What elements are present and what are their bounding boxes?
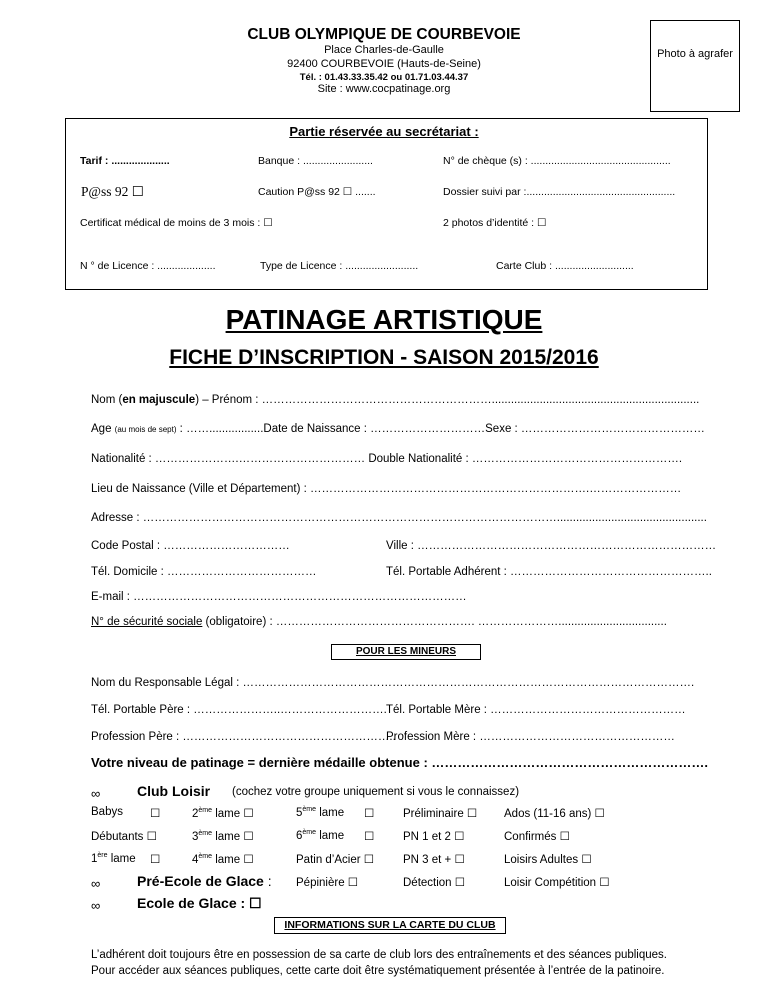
group-pn-1-2[interactable]: PN 1 et 2 ☐ <box>403 831 465 843</box>
club-loisir-heading: Club Loisir <box>137 783 211 799</box>
group-loisirs-adultes[interactable]: Loisirs Adultes ☐ <box>504 854 592 866</box>
group-4e-lame[interactable]: 4ème lame ☐ <box>192 853 254 866</box>
photo-label: Photo à agrafer <box>657 48 733 60</box>
group-patin-acier[interactable]: Patin d’Acier ☐ <box>296 854 375 866</box>
6e-lame-checkbox[interactable]: ☐ <box>364 831 375 843</box>
infos-line-2: Pour accéder aux séances publiques, cette carte doit être systématiquement présentée à l’entrée de la patinoire. <box>91 965 665 977</box>
photo-box <box>650 20 740 112</box>
bullet-icon: ∞ <box>91 876 101 891</box>
club-loisir-note: (cochez votre groupe uniquement si vous le connaissez) <box>232 786 520 798</box>
tel-mere-field[interactable]: Tél. Portable Mère : …………………………………………… <box>386 704 686 716</box>
secu-field[interactable]: N° de sécurité sociale (obligatoire) : ……………………………………………. ………………….................................. <box>91 616 667 628</box>
age-field[interactable]: Age (au mois de sept) : …….................Date de Naissance : …………………………Sexe : ………………………………………… <box>91 423 705 435</box>
group-confirmes[interactable]: Confirmés ☐ <box>504 831 570 843</box>
ville-field[interactable]: Ville : …………………………………………………………………… <box>386 540 717 552</box>
main-title: PATINAGE ARTISTIQUE <box>225 304 543 335</box>
pre-ecole-heading: Pré-Ecole de Glace : <box>137 873 272 889</box>
tarif-field: Tarif : .................... <box>80 155 170 167</box>
licence-field: N ° de Licence : .................... <box>80 260 216 272</box>
dossier-field: Dossier suivi par :................................................... <box>443 186 676 198</box>
1re-lame-checkbox[interactable]: ☐ <box>150 854 161 866</box>
5e-lame-checkbox[interactable]: ☐ <box>364 808 375 820</box>
group-1re-lame: 1ère lame <box>91 852 136 865</box>
club-website: Site : www.cocpatinage.org <box>317 83 451 95</box>
lieu-naissance-field[interactable]: Lieu de Naissance (Ville et Département) : ……………………………………………………………….…………………… <box>91 483 682 495</box>
niveau-field[interactable]: Votre niveau de patinage = dernière médaille obtenue : ………………………………………………………. <box>91 755 708 770</box>
address-line-1: Place Charles-de-Gaulle <box>324 44 444 56</box>
tel-portable-field[interactable]: Tél. Portable Adhérent : …………………………………………….. <box>386 566 712 578</box>
tel-pere-field[interactable]: Tél. Portable Père : …………………..………………………. <box>91 704 387 716</box>
email-field[interactable]: E-mail : …………………………………………………………………………… <box>91 591 467 603</box>
nom-field[interactable]: Nom (en majuscule) – Prénom : ……………………………………………………................................................................. <box>91 394 700 406</box>
nationalite-field[interactable]: Nationalité : ………………….…………………………… Double Nationalité : ………………………………………………. <box>91 453 683 465</box>
sub-title: FICHE D’INSCRIPTION - SAISON 2015/2016 <box>169 346 599 369</box>
adresse-field[interactable]: Adresse : ………………………………………………………………………………………………............................................... <box>91 512 707 524</box>
group-preliminaire[interactable]: Préliminaire ☐ <box>403 808 478 820</box>
group-ados[interactable]: Ados (11-16 ans) ☐ <box>504 808 605 820</box>
tel-domicile-field[interactable]: Tél. Domicile : ………………………………… <box>91 566 317 578</box>
certificat-checkbox-field[interactable]: Certificat médical de moins de 3 mois : ☐ <box>80 217 273 229</box>
group-debutants[interactable]: Débutants ☐ <box>91 831 157 843</box>
cheque-field: N° de chèque (s) : ................................................ <box>443 155 671 167</box>
caution-field[interactable]: Caution P@ss 92 ☐ ....... <box>258 186 376 198</box>
code-postal-field[interactable]: Code Postal : …………………………… <box>91 540 290 552</box>
group-detection[interactable]: Détection ☐ <box>403 877 466 889</box>
group-5e-lame: 5ème lame <box>296 806 345 819</box>
carte-field: Carte Club : ........................... <box>496 260 634 272</box>
club-name: CLUB OLYMPIQUE DE COURBEVOIE <box>247 26 521 43</box>
ecole-glace-field[interactable]: Ecole de Glace : ☐ <box>137 895 262 911</box>
banque-field: Banque : ........................ <box>258 155 373 167</box>
group-6e-lame: 6ème lame <box>296 829 345 842</box>
prof-mere-field[interactable]: Profession Mère : …………………………………………… <box>386 731 675 743</box>
babys-checkbox[interactable]: ☐ <box>150 808 161 820</box>
address-line-2: 92400 COURBEVOIE (Hauts-de-Seine) <box>287 58 481 70</box>
bullet-icon: ∞ <box>91 786 101 801</box>
secretariat-title: Partie réservée au secrétariat : <box>289 124 479 139</box>
club-phone: Tél. : 01.43.33.35.42 ou 01.71.03.44.37 <box>299 72 469 83</box>
responsable-field[interactable]: Nom du Responsable Légal : ………………………………………………………………………………………………………. <box>91 677 695 689</box>
group-babys: Babys <box>91 806 123 818</box>
group-pepiniere[interactable]: Pépinière ☐ <box>296 877 359 889</box>
prof-pere-field[interactable]: Profession Père : ……………………………………………….. <box>91 731 396 743</box>
group-2e-lame[interactable]: 2ème lame ☐ <box>192 807 254 820</box>
group-loisir-competition[interactable]: Loisir Compétition ☐ <box>504 877 610 889</box>
type-licence-field: Type de Licence : ......................... <box>260 260 419 272</box>
group-pn-3[interactable]: PN 3 et + ☐ <box>403 854 465 866</box>
infos-title: INFORMATIONS SUR LA CARTE DU CLUB <box>274 917 506 934</box>
mineurs-title: POUR LES MINEURS <box>331 644 481 660</box>
photos-checkbox-field[interactable]: 2 photos d’identité : ☐ <box>443 217 547 229</box>
group-3e-lame[interactable]: 3ème lame ☐ <box>192 830 254 843</box>
bullet-icon: ∞ <box>91 898 101 913</box>
pass-checkbox-field[interactable]: P@ss 92 ☐ <box>81 184 144 199</box>
infos-line-1: L’adhérent doit toujours être en possession de sa carte de club lors des entraînements et des séances publiques. <box>91 949 667 961</box>
